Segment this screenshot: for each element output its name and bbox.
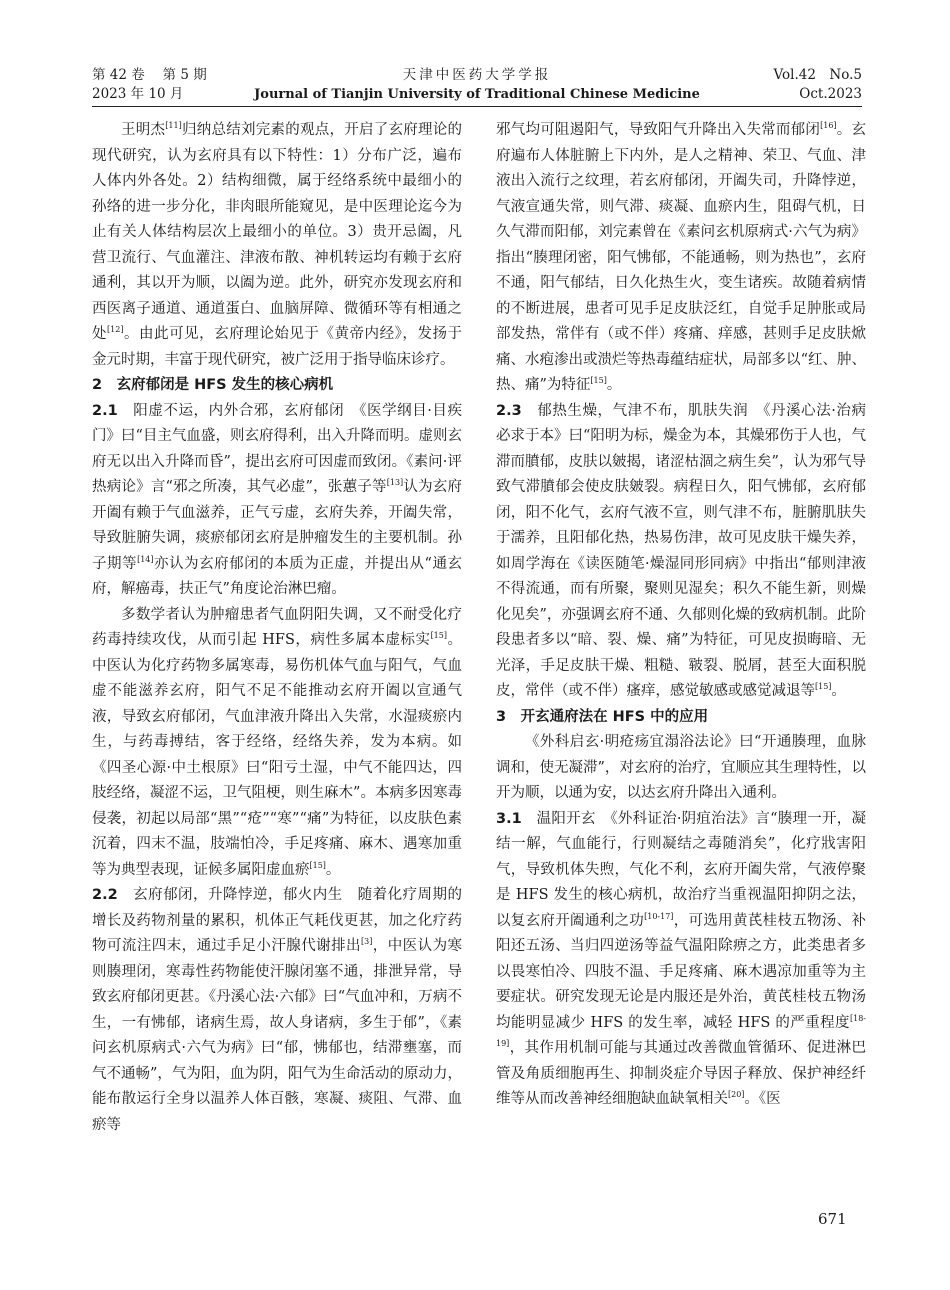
paragraph: 王明杰[11]归纳总结刘完素的观点，开启了玄府理论的现代研究，认为玄府具有以下特性：1）分布广泛，遍布人体内外各处。2）结构细微，属于经络系统中最细小的孙络的进一步分化，非肉眼所能窥见，是中医理论迄今为止有关人体结构层次上最细小的单位。3）贵开忌阖，凡营卫流行、气血灌注、津液布散、神机转运均有赖于玄府通利，其以开为顺，以阖为逆。此外，研究亦发现玄府和西医离子通道、通道蛋白、血脑屏障、微循环等有相通之处[12]。由此可见，玄府理论始见于《黄帝内经》，发扬于金元时期，丰富于现代研究，被广泛用于指导临床诊疗。 [92, 121, 463, 368]
journal-title-cn: 天津中医药大学学报 [402, 67, 552, 83]
right-column [496, 118, 866, 1113]
citation[interactable]: [11] [165, 121, 182, 131]
citation[interactable]: [15] [590, 376, 607, 386]
citation[interactable]: [20] [728, 1090, 745, 1100]
paragraph: 多数学者认为肿瘤患者气血阴阳失调，又不耐受化疗药毒持续攻伐，从而引起 HFS，病性多属本虚标实[15]。中医认为化疗药物多属寒毒，易伤机体气血与阳气，气血虚不能滋养玄府，阳气不足不能推动玄府开阖以宣通气液，导致玄府郁闭，气血津液升降出入失常，水湿痰瘀内生，与药毒搏结，客于经络，经络失养，发为本病。如《四圣心源·中土根原》曰“阳亏土湿，中气不能四达，四肢经络，凝涩不运，卫气阻梗，则生麻木”。本病多因寒毒侵袭，初起以局部“黑”“疮”“寒”“痛”为特征，以皮肤色素沉着，四末不温，肢端怕冷，手足疼痛、麻木、遇寒加重等为典型表现，证候多属阳虚血瘀[15]。 [92, 606, 462, 878]
subsection-3-1: 3.1 温阳开玄 《外科证治·阴疽治法》言“腠理一开，凝结一解，气血能行，行则凝结之毒随消矣”，化疗戕害阳气，导致机体失煦，气化不利，玄府开阖失常，气液停聚是 HFS 发生的核心病机，故治疗当重视温阳抑阴之法，以复玄府开阖通利之功[10-17]，可选用黄芪桂枝五物汤、补阳还五汤、当归四逆汤等益气温阳除痹之方，此类患者多以畏寒怕冷、四肢不温、手足疼痛、麻木遇凉加重等为主要症状。研究发现无论是内服还是外治，黄芪桂枝五物汤均能明显减少 HFS 的发生率，减轻 HFS 的严重程度[18-19]，其作用机制可能与其通过改善微血管循环、促进淋巴管及角质细胞再生、抑制炎症介导因子释放、保护神经纤维等从而改善神经细胞缺血缺氧相关[20]。《医 [496, 810, 866, 1107]
citation[interactable]: [14] [137, 554, 154, 564]
header-rule [92, 106, 862, 107]
citation[interactable]: [15] [309, 860, 326, 870]
section-heading-3: 3 开玄通府法在 HFS 中的应用 [496, 708, 709, 725]
date-cn: 2023 年 10 月 [92, 86, 184, 102]
subsection-2-3: 2.3 郁热生燥，气津不布，肌肤失润 《丹溪心法·治病必求于本》曰“阳明为标，燥金为本，其燥邪伤于人也，气滞而膹郁，皮肤以皴揭，诸涩枯涸之病生矣”，认为邪气导致气滞膹郁会使皮肤皴裂。病程日久，阳气怫郁，玄府郁闭，阳不化气，玄府气液不宣，则气津不布，脏腑肌肤失于濡养，且阳郁化热，热易伤津，故可见皮肤干燥失养，如周学海在《读医随笔·燥湿同形同病》中指出“郁则津液不得流通，而有所聚，聚则见湿矣；积久不能生新，则燥化见矣”，亦强调玄府不通、久郁则化燥的致病机制。此阶段患者多以“暗、裂、燥、痛”为特征，可见皮损晦暗、无光泽，手足皮肤干燥、粗糙、皲裂、脱屑，甚至大面积脱皮，常伴（或不伴）瘙痒，感觉敏感或感觉减退等[15]。 [496, 402, 866, 699]
left-column [92, 118, 462, 1138]
subsection-2-2: 2.2 玄府郁闭，升降悖逆，郁火内生 随着化疗周期的增长及药物剂量的累积，机体正气耗伐更甚，加之化疗药物可流注四末，通过手足小汗腺代谢排出[3]，中医认为寒则腠理闭，寒毒性药物能使汗腺闭塞不通，排泄异常，导致玄府郁闭更甚。《丹溪心法·六郁》曰“气血冲和，万病不生，一有怫郁，诸病生焉，故人身诸病，多生于郁”，《素问玄机原病式·六气为病》曰“郁，怫郁也，结滞壅塞，而气不通畅”，气为阳，血为阴，阳气为生命活动的原动力，能布散运行全身以温养人体百骸，寒凝、痰阻、气滞、血瘀等 [92, 887, 463, 1133]
citation[interactable]: [12] [107, 325, 124, 335]
volume-issue-en: Vol.42 No.5 [773, 67, 862, 83]
date-en: Oct.2023 [799, 86, 862, 102]
citation[interactable]: [15] [815, 682, 832, 692]
citation[interactable]: [18-19] [496, 1013, 866, 1049]
citation[interactable]: [16] [820, 121, 837, 131]
paragraph: 《外科启玄·明疮疡宜溻浴法论》曰“开通腠理，血脉调和，使无凝滞”，对玄府的治疗，宜顺应其生理特性，以开为顺，以通为安，以达玄府升降出入通利。 [496, 734, 866, 801]
paragraph: 邪气均可阻遏阳气，导致阳气升降出入失常而郁闭[16]。玄府遍布人体脏腑上下内外，是人之精神、荣卫、气血、津液出入流行之纹理，若玄府郁闭，开阖失司，升降悖逆，气液宣通失常，则气滞、痰凝、血瘀内生，阻碍气机，日久气滞而阳郁，刘完素曾在《素问玄机原病式·六气为病》指出“腠理闭密，阳气怫郁，不能通畅，则为热也”，玄府不通，阳气郁结，日久化热生火，变生诸疾。故随着病情的不断进展，患者可见手足皮肤泛红，自觉手足肿胀或局部发热，常伴有（或不伴）疼痛、痒感，甚则手足皮肤焮痛、水疱渗出或溃烂等热毒蕴结症状，局部多以“红、肿、热、痛”为特征[15]。 [496, 121, 867, 393]
citation[interactable]: [15] [430, 631, 447, 641]
citation[interactable]: [13] [386, 478, 404, 488]
volume-issue-cn: 第 42 卷 第 5 期 [92, 67, 207, 83]
running-header [92, 66, 862, 106]
journal-title-en: Journal of Tianjin University of Traditional Chinese Medicine [254, 87, 700, 102]
citation[interactable]: [3] [361, 937, 373, 947]
page-number: 671 [818, 1210, 847, 1228]
subsection-2-1: 2.1 阳虚不运，内外合邪，玄府郁闭 《医学纲目·目疾门》曰“目主气血盛，则玄府得利，出入升降而明。虚则玄府无以出入升降而昏”，提出玄府可因虚而致闭。《素问·评热病论》言“邪之所凑，其气必虚”，张蕙子等[13]认为玄府开阖有赖于气血滋养，正气亏虚，玄府失养，开阖失常，导致脏腑失调，痰瘀郁闭玄府是肿瘤发生的主要机制。孙子期等[14]亦认为玄府郁闭的本质为正虚，并提出从“通玄府，解癌毒，扶正气”角度论治淋巴瘤。 [92, 402, 463, 597]
section-heading-2: 2 玄府郁闭是 HFS 发生的核心病机 [92, 377, 334, 393]
citation[interactable]: [10-17] [644, 911, 674, 921]
